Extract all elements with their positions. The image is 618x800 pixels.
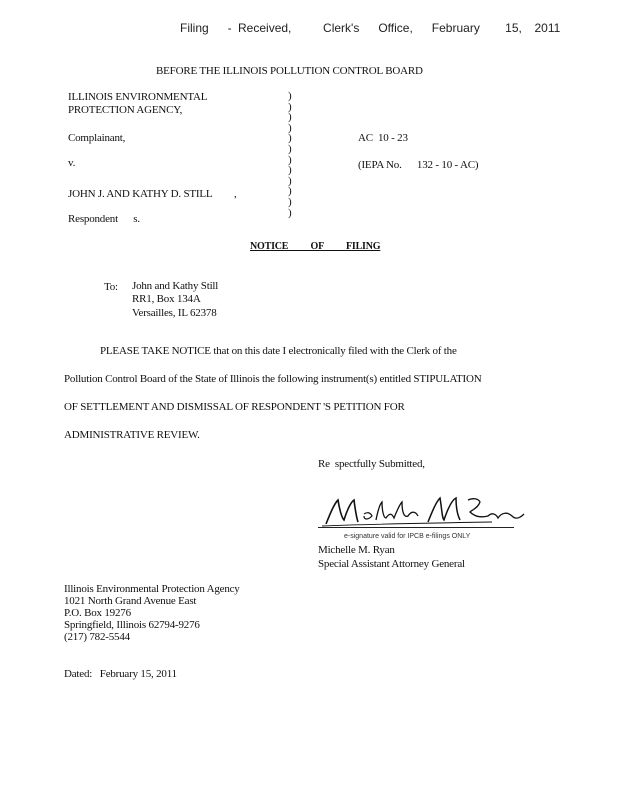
complainant-name-line2: PROTECTION AGENCY,	[68, 104, 183, 116]
respondent-names: JOHN J. AND KATHY D. STILL	[68, 188, 213, 200]
dated-line: Dated: February 15, 2011	[64, 668, 177, 680]
filing-stamp-header: Filing - Received, Clerk's Office, February 15, 2011	[180, 21, 561, 35]
body-line-2: Pollution Control Board of the State of Illinois the following instrument(s) entitled STIPULATION	[64, 373, 482, 385]
iepa-number: (IEPA No. 132 - 10 - AC)	[358, 159, 479, 171]
signer-title: Special Assistant Attorney General	[318, 558, 465, 570]
addressee-street: RR1, Box 134A	[132, 293, 201, 305]
to-label: To:	[104, 281, 118, 293]
complainant-role: Complainant,	[68, 132, 126, 144]
agency-address-line1: Illinois Environmental Protection Agency	[64, 583, 240, 595]
agency-address-line4: Springfield, Illinois 62794-9276	[64, 619, 200, 631]
case-number: AC 10 - 23	[358, 132, 408, 144]
signature-line	[318, 527, 514, 528]
respondent-role: Respondent s.	[68, 213, 140, 225]
body-line-4: ADMINISTRATIVE REVIEW.	[64, 429, 200, 441]
body-line-1: PLEASE TAKE NOTICE that on this date I electronically filed with the Clerk of the	[100, 345, 457, 357]
addressee-city: Versailles, IL 62378	[132, 307, 217, 319]
handwritten-signature	[312, 490, 532, 530]
court-title: BEFORE THE ILLINOIS POLLUTION CONTROL BOARD	[156, 65, 423, 77]
e-signature-note: e-signature valid for IPCB e-filings ONLY	[344, 533, 471, 540]
body-line-3: OF SETTLEMENT AND DISMISSAL OF RESPONDENT 'S PETITION FOR	[64, 401, 405, 413]
agency-address-line2: 1021 North Grand Avenue East	[64, 595, 197, 607]
addressee-name: John and Kathy Still	[132, 280, 219, 292]
complainant-name-line1: ILLINOIS ENVIRONMENTAL	[68, 91, 208, 103]
caption-paren-column: ) ) ) ) ) ) ) ) ) ) ) )	[288, 90, 292, 219]
respondent-comma: ,	[234, 188, 237, 200]
agency-address-line3: P.O. Box 19276	[64, 607, 131, 619]
versus-label: v.	[68, 157, 76, 169]
agency-address-line5: (217) 782-5544	[64, 631, 130, 643]
signer-name: Michelle M. Ryan	[318, 544, 395, 556]
notice-title: NOTICE OF FILING	[250, 241, 381, 252]
closing: Re spectfully Submitted,	[318, 458, 425, 470]
